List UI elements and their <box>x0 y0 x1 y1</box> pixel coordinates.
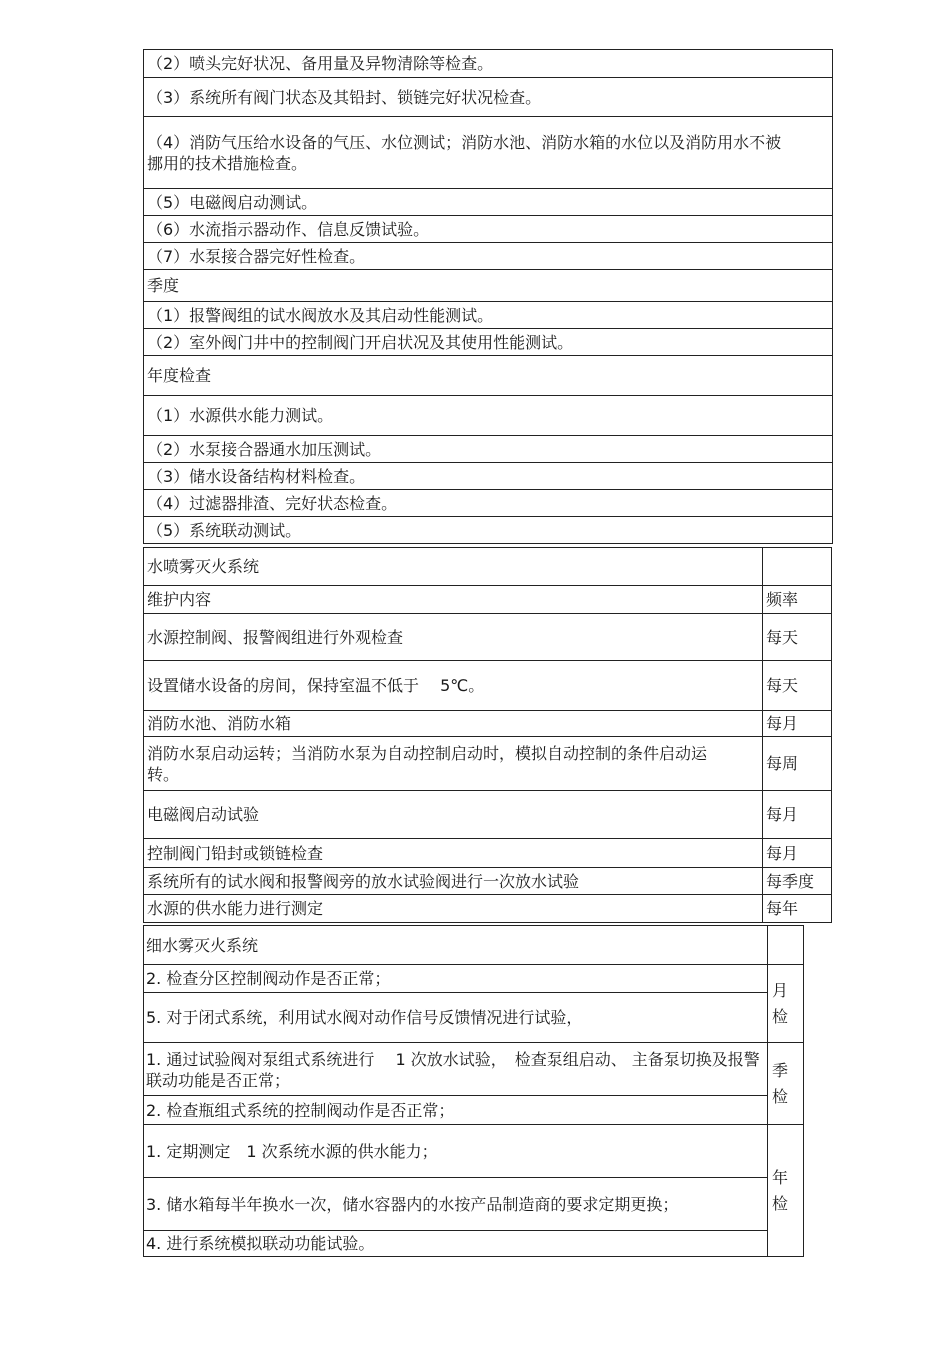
monthly-item: （4）消防气压给水设备的气压、水位测试；消防水池、消防水箱的水位以及消防用水不被挪用的技术措施检查。 <box>144 117 833 189</box>
row-content: 水源控制阀、报警阀组进行外观检查 <box>144 614 763 661</box>
monthly-item: （7）水泵接合器完好性检查。 <box>144 243 833 270</box>
row-content: 电磁阀启动试验 <box>144 791 763 839</box>
annual-item: （4）过滤器排渣、完好状态检查。 <box>144 490 833 517</box>
row-content: 控制阀门铅封或锁链检查 <box>144 839 763 868</box>
water-spray-title: 水喷雾灭火系统 <box>144 548 763 586</box>
annual-check-label: 年检 <box>768 1125 804 1257</box>
inspection-items-table <box>143 49 833 544</box>
monthly-item: （2）喷头完好状况、备用量及异物清除等检查。 <box>144 50 833 78</box>
monthly-check-label: 月检 <box>768 965 804 1043</box>
annual-item: （5）系统联动测试。 <box>144 517 833 544</box>
monthly-check-item: 2. 检查分区控制阀动作是否正常； <box>144 965 768 993</box>
empty-cell <box>768 926 804 965</box>
empty-cell <box>763 548 832 586</box>
row-content: 水源的供水能力进行测定 <box>144 895 763 923</box>
row-frequency: 每月 <box>763 791 832 839</box>
water-spray-table <box>143 547 832 923</box>
fine-mist-table <box>143 925 804 1257</box>
monthly-item: （3）系统所有阀门状态及其铅封、锁链完好状况检查。 <box>144 78 833 117</box>
row-frequency: 每季度 <box>763 868 832 895</box>
row-frequency: 每天 <box>763 614 832 661</box>
row-frequency: 每天 <box>763 661 832 711</box>
monthly-item: （6）水流指示器动作、信息反馈试验。 <box>144 216 833 243</box>
header-frequency: 频率 <box>763 586 832 614</box>
row-frequency: 每周 <box>763 737 832 791</box>
quarterly-check-item: 1. 通过试验阀对泵组式系统进行 1 次放水试验， 检查泵组启动、 主备泵切换及报警联动功能是否正常； <box>144 1043 768 1096</box>
annual-heading: 年度检查 <box>144 356 833 396</box>
annual-item: （2）水泵接合器通水加压测试。 <box>144 436 833 463</box>
annual-check-item: 4. 进行系统模拟联动功能试验。 <box>144 1231 768 1257</box>
row-frequency: 每月 <box>763 839 832 868</box>
quarterly-heading: 季度 <box>144 270 833 302</box>
quarterly-item: （1）报警阀组的试水阀放水及其启动性能测试。 <box>144 302 833 329</box>
row-content: 消防水池、消防水箱 <box>144 711 763 737</box>
row-content: 消防水泵启动运转；当消防水泵为自动控制启动时，模拟自动控制的条件启动运转。 <box>144 737 763 791</box>
row-frequency: 每年 <box>763 895 832 923</box>
fine-mist-title: 细水雾灭火系统 <box>144 926 768 965</box>
row-content: 系统所有的试水阀和报警阀旁的放水试验阀进行一次放水试验 <box>144 868 763 895</box>
quarterly-item: （2）室外阀门井中的控制阀门开启状况及其使用性能测试。 <box>144 329 833 356</box>
quarterly-check-label: 季检 <box>768 1043 804 1125</box>
quarterly-check-item: 2. 检查瓶组式系统的控制阀动作是否正常； <box>144 1096 768 1125</box>
annual-item: （3）储水设备结构材料检查。 <box>144 463 833 490</box>
annual-check-item: 3. 储水箱每半年换水一次，储水容器内的水按产品制造商的要求定期更换； <box>144 1178 768 1231</box>
monthly-item: （5）电磁阀启动测试。 <box>144 189 833 216</box>
annual-item: （1）水源供水能力测试。 <box>144 396 833 436</box>
monthly-check-item: 5. 对于闭式系统，利用试水阀对动作信号反馈情况进行试验， <box>144 993 768 1043</box>
row-frequency: 每月 <box>763 711 832 737</box>
header-content: 维护内容 <box>144 586 763 614</box>
annual-check-item: 1. 定期测定 1 次系统水源的供水能力； <box>144 1125 768 1178</box>
row-content: 设置储水设备的房间，保持室温不低于 5℃。 <box>144 661 763 711</box>
